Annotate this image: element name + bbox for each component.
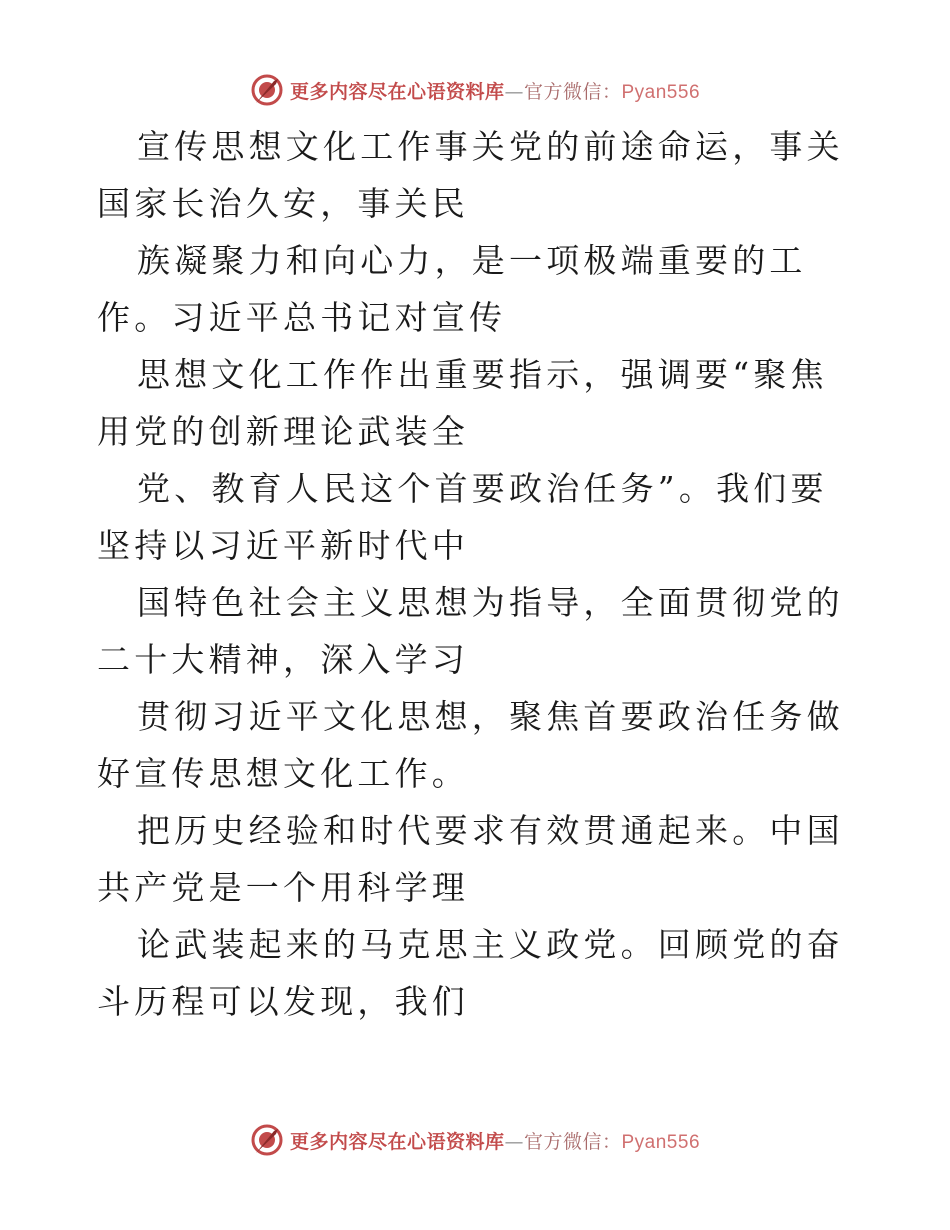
quill-logo-icon xyxy=(250,73,284,107)
watermark-separator: — xyxy=(504,80,524,103)
document-body xyxy=(97,118,857,1030)
watermark-wechat-label: 官方微信： xyxy=(523,80,622,103)
paragraph: 思想文化工作作出重要指示，强调要“聚焦用党的创新理论武装全 xyxy=(97,355,828,451)
watermark-separator: — xyxy=(504,1130,524,1153)
paragraph: 把历史经验和时代要求有效贯通起来。中国共产党是一个用科学理 xyxy=(97,811,844,907)
quill-logo-icon xyxy=(250,1123,284,1157)
paragraph: 宣传思想文化工作事关党的前途命运，事关国家长治久安，事关民 xyxy=(97,127,844,223)
header-watermark xyxy=(0,70,950,110)
paragraph: 论武装起来的马克思主义政党。回顾党的奋斗历程可以发现，我们 xyxy=(97,925,844,1021)
paragraph: 族凝聚力和向心力，是一项极端重要的工作。习近平总书记对宣传 xyxy=(97,241,807,337)
watermark-brand: 更多内容尽在心语资料库 xyxy=(289,80,505,103)
footer-watermark xyxy=(0,1120,950,1160)
watermark-wechat-id: Pyan556 xyxy=(621,1131,701,1153)
watermark-brand: 更多内容尽在心语资料库 xyxy=(289,1130,505,1153)
paragraph: 贯彻习近平文化思想，聚焦首要政治任务做好宣传思想文化工作。 xyxy=(97,697,844,793)
paragraph: 党、教育人民这个首要政治任务”。我们要坚持以习近平新时代中 xyxy=(97,469,828,565)
paragraph: 国特色社会主义思想为指导，全面贯彻党的二十大精神，深入学习 xyxy=(97,583,844,679)
watermark-wechat-label: 官方微信： xyxy=(523,1130,622,1153)
watermark-wechat-id: Pyan556 xyxy=(621,81,701,103)
